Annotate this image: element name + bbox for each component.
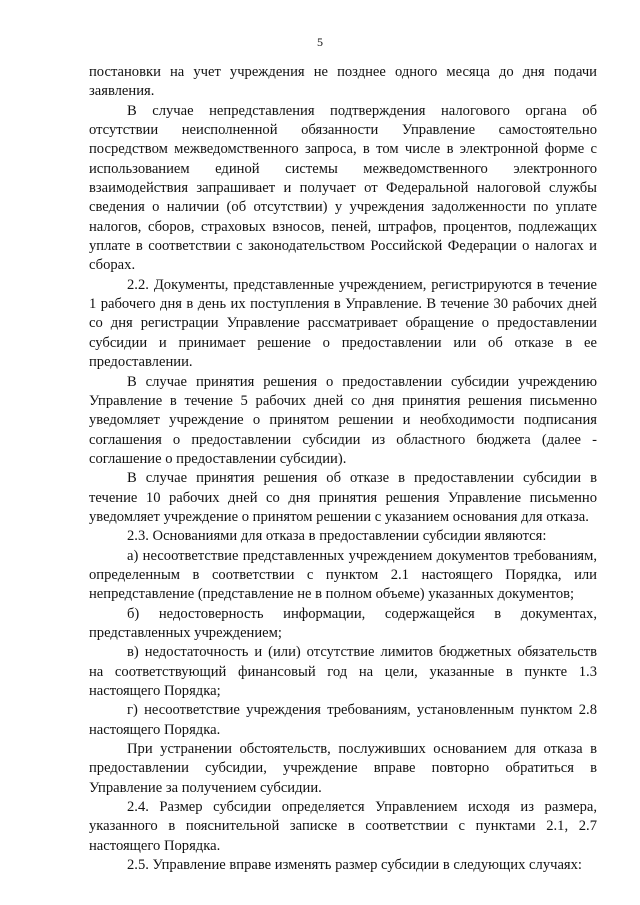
page-number: 5 xyxy=(317,35,323,49)
paragraph-2-2-registration: 2.2. Документы, представленные учреждением, регистрируются в течение 1 рабочего дня в день их поступления в Управление. В течение 30 рабочих дней со дня регистрации Управление рассматривает обращение о предоставлении субсидии и принимает решение о предоставлении или об отказе в ее предоставлении. xyxy=(89,276,597,371)
paragraph-continuation: постановки на учет учреждения не позднее одного месяца до дня подачи заявления. xyxy=(89,64,597,100)
paragraph-reapply: При устранении обстоятельств, послуживших основанием для отказа в предоставлении субсидии, учреждение вправе повторно обратиться в Управление за получением субсидии. xyxy=(89,741,597,796)
list-item-v: в) недостаточность и (или) отсутствие лимитов бюджетных обязательств на соответствующий финансовый год на цели, указанные в пункте 1.3 настоящего Порядка; xyxy=(89,644,597,699)
list-item-b: б) недостоверность информации, содержащейся в документах, представленных учреждением; xyxy=(89,605,597,641)
paragraph-tax-verification: В случае непредставления подтверждения налогового органа об отсутствии неисполненной обязанности Управление самостоятельно посредством межведомственного запроса, в том числе в электронной форме с использованием единой системы межведомственного электронного взаимодействия запрашивает и получает от Федеральной налоговой службы сведения о наличии (об отсутствии) у учреждения задолженности по уплате налогов, сборов, страховых взносов, пеней, штрафов, процентов, подлежащих уплате в соответствии с законодательством Российской Федерации о налогах и сборах. xyxy=(89,102,597,274)
paragraph-refusal-notice: В случае принятия решения об отказе в предоставлении субсидии в течение 10 рабочих дней со дня принятия решения Управление письменно уведомляет учреждение о принятом решении с указанием основания для отказа. xyxy=(89,470,597,525)
paragraph-2-4-amount: 2.4. Размер субсидии определяется Управлением исходя из размера, указанного в пояснительной записке в соответствии с пунктами 2.1, 2.7 настоящего Порядка. xyxy=(89,799,597,854)
list-item-a: а) несоответствие представленных учреждением документов требованиям, определенным в соответствии с пунктом 2.1 настоящего Порядка, или непредставление (представление не в полном объеме) указанных документов; xyxy=(89,547,597,603)
paragraph-2-5-change: 2.5. Управление вправе изменять размер субсидии в следующих случаях: xyxy=(127,857,582,874)
document-body xyxy=(89,63,597,875)
list-item-g: г) несоответствие учреждения требованиям, установленным пунктом 2.8 настоящего Порядка. xyxy=(89,702,597,738)
paragraph-2-3-grounds: 2.3. Основаниями для отказа в предоставлении субсидии являются: xyxy=(127,528,547,545)
paragraph-approval-notice: В случае принятия решения о предоставлении субсидии учреждению Управление в течение 5 рабочих дней со дня принятия решения письменно уведомляет учреждение о принятом решении и необходимости подписания соглашения о предоставлении субсидии из областного бюджета (далее - соглашение о предоставлении субсидии). xyxy=(89,373,597,467)
